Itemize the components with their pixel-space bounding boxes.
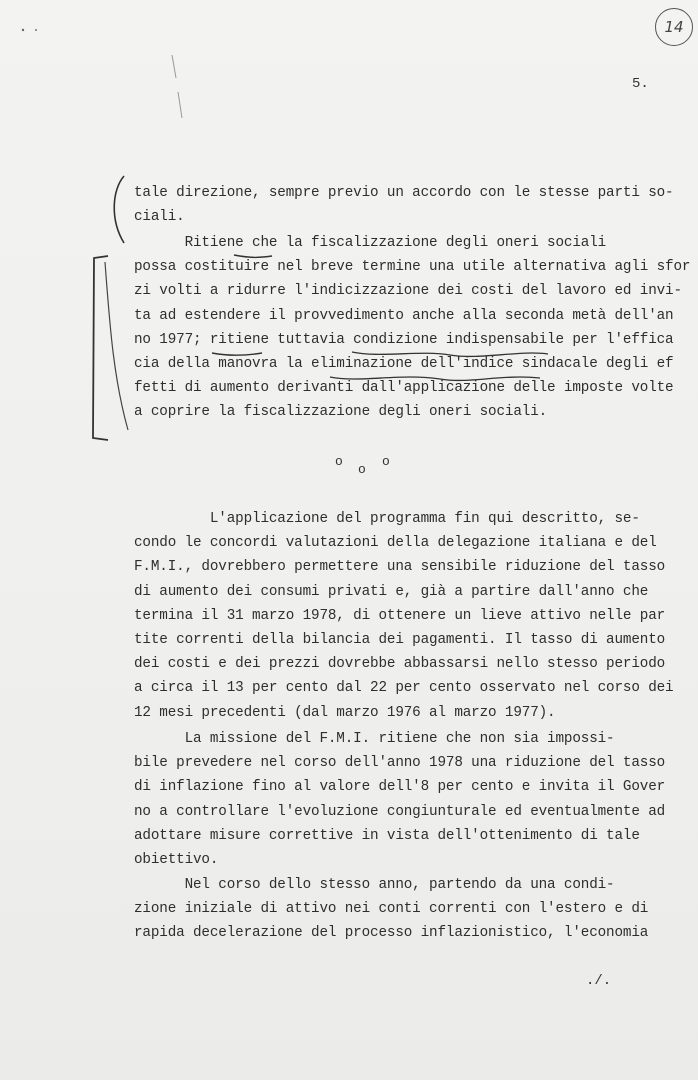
pen-bracket-top [114, 176, 124, 243]
page-number: 5. [632, 76, 649, 92]
separator-mark-1: o [335, 454, 343, 469]
separator-mark-2: o [358, 462, 366, 477]
page-stamp-circle [655, 8, 693, 46]
pen-diagonal-stroke [105, 262, 128, 430]
stamp-number: 14 [664, 18, 684, 36]
pencil-mark [172, 55, 182, 118]
continuation-mark: ./. [586, 973, 612, 989]
ink-dot [22, 29, 24, 31]
separator-mark-3: o [382, 454, 390, 469]
paragraph-2: Ritiene che la fiscalizzazione degli oneri sociali possa costituire nel breve termine una utile alternativa agli sfor zi volti a ridurre l'indicizzazione dei costi del lavoro ed invi- ta ad estendere il provvedimento anche alla seconda metà dell'an no 1977; ritiene tuttavia condizione indispensabile per l'effica cia della manovra la eliminazione dell'indice sindacale degli ef fetti di aumento derivanti dall'applicazione delle imposte volte a coprire la fiscalizzazione degli oneri sociali. [134, 235, 691, 421]
pen-bracket-large [93, 256, 108, 440]
paragraph-4: La missione del F.M.I. ritiene che non sia impossi- bile prevedere nel corso dell'anno 1978 una riduzione del tasso di inflazione fino al valore dell'8 per cento e invita il Gover no a controllare l'evoluzione congiunturale ed eventualmente ad adottare misure correttive in vista dell'ottenimento di tale obiettivo. [134, 731, 666, 869]
section-separator [330, 454, 400, 477]
paragraph-5: Nel corso dello stesso anno, partendo da una condi- zione iniziale di attivo nei conti correnti con l'estero e di rapida decelerazione del processo inflazionistico, l'economia [134, 877, 649, 942]
paragraph-3: L'applicazione del programma fin qui descritto, se- condo le concordi valutazioni della delegazione italiana e del F.M.I., dovrebbero permettere una sensibile riduzione del tasso di aumento dei consumi privati e, già a partire dall'anno che termina il 31 marzo 1978, di ottenere un lieve attivo nelle par tite correnti della bilancia dei pagamenti. Il tasso di aumento dei costi e dei prezzi dovrebbe abbassarsi nello stesso periodo a circa il 13 per cento dal 22 per cento osservato nel corso dei 12 mesi precedenti (dal marzo 1976 al marzo 1977). [134, 511, 674, 721]
paragraph-1: tale direzione, sempre previo un accordo con le stesse parti so- ciali. [134, 185, 674, 226]
ink-dot-2 [35, 29, 37, 31]
